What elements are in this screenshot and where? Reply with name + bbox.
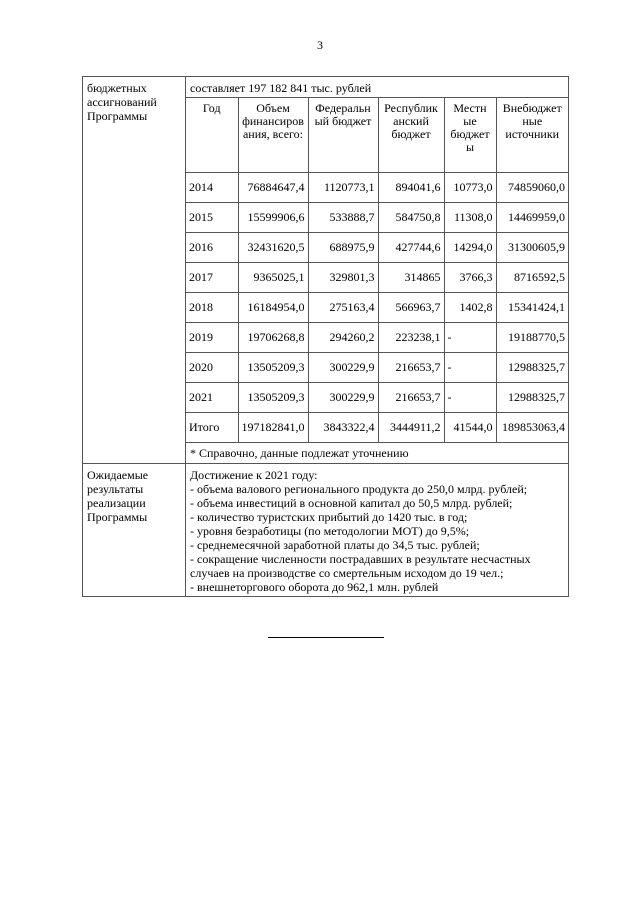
table-cell: 74859060,0	[496, 173, 568, 203]
table-cell: 15599906,6	[238, 203, 308, 233]
table-cell: 223238,1	[378, 323, 444, 353]
budget-note: * Справочно, данные подлежат уточнению	[186, 442, 568, 463]
table-row	[186, 203, 568, 233]
table-cell: 294260,2	[308, 323, 378, 353]
table-cell: 275163,4	[308, 293, 378, 323]
table-cell: 1120773,1	[308, 173, 378, 203]
table-cell: 300229,9	[308, 353, 378, 383]
table-cell: 3444911,2	[378, 413, 444, 443]
table-cell: 189853063,4	[496, 413, 568, 443]
table-cell: -	[444, 353, 496, 383]
row-year-cell: 2017	[186, 263, 238, 293]
header-local: Местн ые бюджет ы	[444, 98, 496, 173]
results-heading: Достижение к 2021 году:	[190, 468, 318, 482]
row-year-cell: Итого	[186, 413, 238, 443]
table-cell: 41544,0	[444, 413, 496, 443]
header-total: Объем финансиров ания, всего:	[238, 98, 308, 173]
table-cell: 216653,7	[378, 383, 444, 413]
table-cell: 9365025,1	[238, 263, 308, 293]
row-year-cell: 2016	[186, 233, 238, 263]
budget-content	[186, 77, 569, 464]
row-year-cell: 2014	[186, 173, 238, 203]
program-passport-table	[82, 76, 569, 597]
table-cell: -	[444, 323, 496, 353]
table-cell: -	[444, 383, 496, 413]
table-cell: 300229,9	[308, 383, 378, 413]
table-row	[186, 263, 568, 293]
separator-line	[268, 637, 384, 638]
table-cell: 8716592,5	[496, 263, 568, 293]
financing-table	[186, 97, 568, 442]
table-cell: 566963,7	[378, 293, 444, 323]
table-cell: 14469959,0	[496, 203, 568, 233]
list-item: - сокращение численности пострадавших в результате несчастных случаев на производстве со смертельным исходом до 19 чел.;	[190, 552, 534, 580]
financing-header-row	[186, 98, 568, 173]
list-item: - внешнеторгового оборота до 962,1 млн. рублей	[190, 580, 439, 594]
table-cell: 31300605,9	[496, 233, 568, 263]
header-republic: Республик анский бюджет	[378, 98, 444, 173]
budget-label: бюджетных ассигнований Программы	[83, 77, 186, 464]
table-cell: 1402,8	[444, 293, 496, 323]
table-cell: 329801,3	[308, 263, 378, 293]
row-year-cell: 2015	[186, 203, 238, 233]
page-number: 3	[317, 38, 323, 52]
header-year: Год	[186, 98, 238, 173]
table-cell: 3843322,4	[308, 413, 378, 443]
budget-intro: составляет 197 182 841 тыс. рублей	[190, 81, 372, 95]
table-cell: 15341424,1	[496, 293, 568, 323]
table-cell: 3766,3	[444, 263, 496, 293]
results-content	[186, 464, 569, 597]
financing-body	[186, 173, 568, 443]
header-extrabudget: Внебюджет ные источники	[496, 98, 568, 173]
table-cell: 13505209,3	[238, 353, 308, 383]
row-year-cell: 2018	[186, 293, 238, 323]
table-cell: 12988325,7	[496, 353, 568, 383]
table-cell: 19188770,5	[496, 323, 568, 353]
table-cell: 216653,7	[378, 353, 444, 383]
results-list	[190, 482, 564, 594]
table-cell: 11308,0	[444, 203, 496, 233]
list-item: - объема валового регионального продукта до 250,0 млрд. рублей;	[190, 482, 528, 496]
row-year-cell: 2021	[186, 383, 238, 413]
table-cell: 16184954,0	[238, 293, 308, 323]
table-cell: 427744,6	[378, 233, 444, 263]
table-row	[186, 233, 568, 263]
table-row	[186, 383, 568, 413]
table-cell: 13505209,3	[238, 383, 308, 413]
list-item: - количество туристских прибытий до 1420 тыс. в год;	[190, 510, 468, 524]
table-cell: 12988325,7	[496, 383, 568, 413]
table-cell: 314865	[378, 263, 444, 293]
table-cell: 10773,0	[444, 173, 496, 203]
table-cell: 688975,9	[308, 233, 378, 263]
results-text	[186, 464, 568, 596]
table-row	[186, 323, 568, 353]
table-cell: 14294,0	[444, 233, 496, 263]
table-cell: 197182841,0	[238, 413, 308, 443]
table-cell: 894041,6	[378, 173, 444, 203]
table-row	[186, 413, 568, 443]
list-item: - среднемесячной заработной платы до 34,5 тыс. рублей;	[190, 538, 480, 552]
results-row	[83, 464, 569, 597]
table-cell: 533888,7	[308, 203, 378, 233]
table-row	[186, 293, 568, 323]
table-row	[186, 173, 568, 203]
table-cell: 32431620,5	[238, 233, 308, 263]
table-cell: 584750,8	[378, 203, 444, 233]
table-row	[186, 353, 568, 383]
row-year-cell: 2020	[186, 353, 238, 383]
budget-row	[83, 77, 569, 464]
row-year-cell: 2019	[186, 323, 238, 353]
list-item: - уровня безработицы (по методологии МОТ) до 9,5%;	[190, 524, 470, 538]
results-label: Ожидаемые результаты реализации Программы	[83, 464, 186, 597]
table-cell: 19706268,8	[238, 323, 308, 353]
table-cell: 76884647,4	[238, 173, 308, 203]
list-item: - объема инвестиций в основной капитал до 50,5 млрд. рублей;	[190, 496, 513, 510]
header-federal: Федеральн ый бюджет	[308, 98, 378, 173]
